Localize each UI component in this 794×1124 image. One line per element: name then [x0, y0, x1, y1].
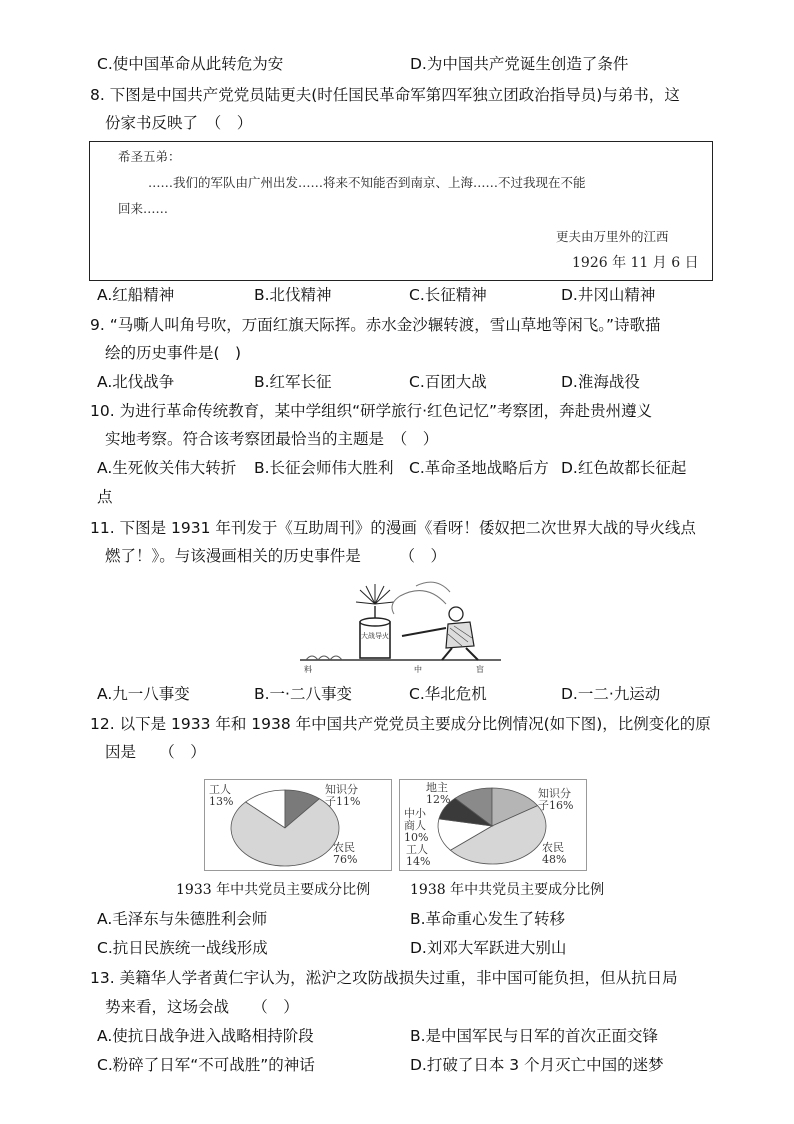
q7-option-c: C.使中国革命从此转危为安	[97, 55, 284, 73]
pie-1938-label-merchant: 中小 商人 10%	[404, 807, 429, 844]
pie-1938-caption: 1938 年中共党员主要成分比例	[410, 882, 605, 898]
pie-chart-1938	[399, 779, 587, 871]
pie-1933-label-intellectual: 知识分 子11%	[325, 783, 361, 808]
q10-option-b: B.长征会师伟大胜利	[254, 459, 394, 477]
q8-option-c: C.长征精神	[409, 286, 487, 304]
pie-1938-label-worker: 工人 14%	[406, 843, 431, 868]
q11-stem-line2: 燃了！》。与该漫画相关的历史事件是 （ ）	[105, 547, 447, 565]
pie-1938-label-landlord: 地主 12%	[426, 781, 451, 806]
q8-stem-line2: 份家书反映了 （ ）	[105, 114, 253, 132]
cartoon-caption-right: 盲	[476, 665, 484, 674]
letter-body-line1: ……我们的军队由广州出发……将来不知能否到南京、上海……不过我现在不能	[148, 175, 586, 190]
cartoon-caption-left: 料	[304, 665, 312, 674]
cartoon-caption-mid: 中	[414, 665, 422, 674]
q11-option-b: B.一·二八事变	[254, 685, 352, 703]
q11-stem-line1: 11. 下图是 1931 年刊发于《互助周刊》的漫画《看呀！倭奴把二次世界大战的导火线点	[90, 519, 696, 537]
q8-option-a: A.红船精神	[97, 286, 175, 304]
q10-option-d-continuation: 点	[97, 488, 113, 506]
q9-option-d: D.淮海战役	[561, 373, 640, 391]
pie-chart-1933	[204, 779, 392, 871]
q10-stem-line2: 实地考察。符合该考察团最恰当的主题是 （ ）	[105, 430, 439, 448]
q13-option-b: B.是中国军民与日军的首次正面交锋	[410, 1027, 659, 1045]
letter-date: 1926 年 11 月 6 日	[572, 255, 699, 271]
q9-stem-line1: 9. “马嘶人叫角号吹，万面红旗天际挥。赤水金沙辗转渡，雪山草地等闲飞。”诗歌描	[90, 316, 661, 334]
pie-1933-label-farmer: 农民 76%	[333, 841, 358, 866]
q13-option-d: D.打破了日本 3 个月灭亡中国的迷梦	[410, 1056, 664, 1074]
q7-option-d: D.为中国共产党诞生创造了条件	[410, 55, 629, 73]
pie-1938-label-intellectual: 知识分 子16%	[538, 787, 574, 812]
q13-stem-line1: 13. 美籍华人学者黄仁宇认为，淞沪之攻防战损失过重，非中国可能负担，但从抗日局	[90, 969, 678, 987]
q11-option-d: D.一二·九运动	[561, 685, 661, 703]
q13-option-c: C.粉碎了日军“不可战胜”的神话	[97, 1056, 315, 1074]
q12-option-c: C.抗日民族统一战线形成	[97, 939, 268, 957]
q11-cartoon-image	[296, 576, 506, 674]
q11-option-a: A.九一八事变	[97, 685, 190, 703]
q8-letter-box	[89, 141, 713, 281]
letter-body-line2: 回来……	[118, 201, 169, 216]
q12-stem-line2: 因是 （ ）	[105, 743, 206, 761]
cartoon-bomb-label: 大战导火	[361, 632, 389, 640]
pie-1938-label-farmer: 农民 48%	[542, 841, 567, 866]
q12-stem-line1: 12. 以下是 1933 年和 1938 年中国共产党党员主要成分比例情况(如下图)，比例变化的原	[90, 715, 711, 733]
q11-option-c: C.华北危机	[409, 685, 487, 703]
q9-option-b: B.红军长征	[254, 373, 332, 391]
letter-signature: 更夫由万里外的江西	[556, 229, 669, 244]
q9-option-a: A.北伐战争	[97, 373, 175, 391]
q13-stem-line2: 势来看，这场会战 （ ）	[105, 998, 299, 1016]
pie-1933-caption: 1933 年中共党员主要成分比例	[176, 882, 371, 898]
q9-stem-line2: 绘的历史事件是( )	[105, 344, 242, 362]
q12-option-b: B.革命重心发生了转移	[410, 910, 566, 928]
letter-salutation: 希圣五弟：	[118, 149, 181, 164]
q8-option-b: B.北伐精神	[254, 286, 332, 304]
q8-stem-line1: 8. 下图是中国共产党党员陆更夫(时任国民革命军第四军独立团政治指导员)与弟书，这	[90, 86, 680, 104]
q10-option-a: A.生死攸关伟大转折	[97, 459, 237, 477]
pie-1933-label-worker: 工人 13%	[209, 783, 234, 808]
q9-option-c: C.百团大战	[409, 373, 487, 391]
q12-option-d: D.刘邓大军跃进大别山	[410, 939, 567, 957]
q13-option-a: A.使抗日战争进入战略相持阶段	[97, 1027, 314, 1045]
q10-option-d: D.红色故都长征起	[561, 459, 687, 477]
q10-stem-line1: 10. 为进行革命传统教育，某中学组织“研学旅行·红色记忆”考察团，奔赴贵州遵义	[90, 402, 653, 420]
q10-option-c: C.革命圣地战略后方	[409, 459, 549, 477]
q12-option-a: A.毛泽东与朱德胜利会师	[97, 910, 268, 928]
q8-option-d: D.井冈山精神	[561, 286, 656, 304]
